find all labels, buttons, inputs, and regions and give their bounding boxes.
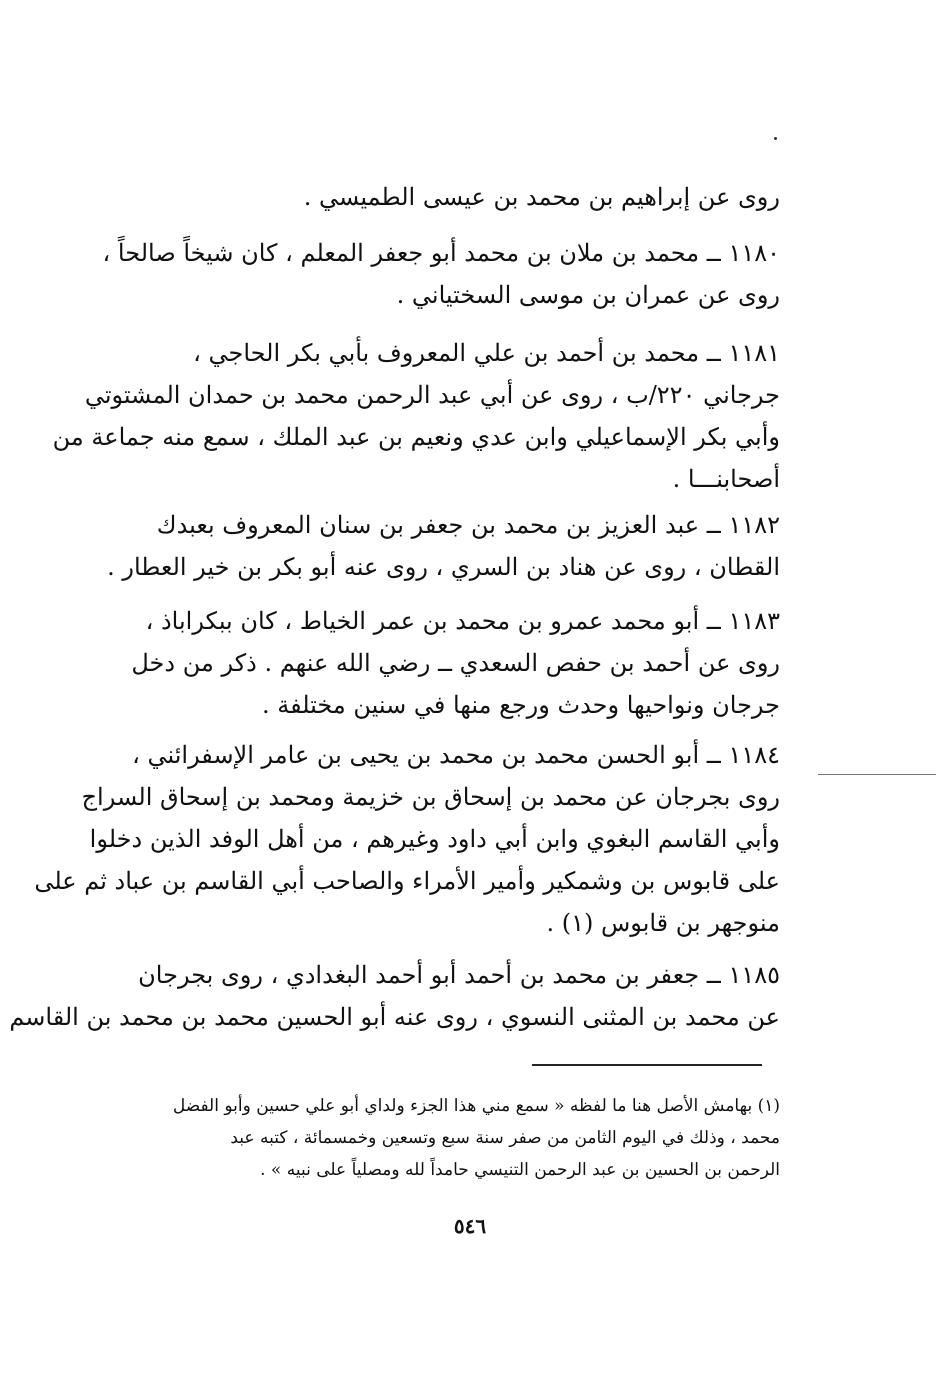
text-line: روى عن أحمد بن حفص السعدي ــ رضي الله عنهم . ذكر من دخل — [131, 649, 780, 677]
text-line: ١١٨٥ ــ جعفر بن محمد بن أحمد أبو أحمد البغدادي ، روى بجرجان — [138, 961, 780, 989]
text-line: وأبي القاسم البغوي وابن أبي داود وغيرهم ، من أهل الوفد الذين دخلوا — [89, 825, 780, 853]
page-number: ٥٤٦ — [453, 1214, 487, 1238]
text-line: أصحابنـــا . — [672, 465, 780, 493]
entry-1184 — [34, 734, 780, 944]
text-line: جرجان ونواحيها وحدث ورجع منها في سنين مختلفة . — [261, 691, 780, 719]
footnote — [128, 1090, 780, 1186]
footnote-line: محمد ، وذلك في اليوم الثامن من صفر سنة سبع وتسعين وخمسمائة ، كتبه عبد — [230, 1128, 780, 1148]
text-line: روى بجرجان عن محمد بن إسحاق بن خزيمة ومحمد بن إسحاق السراج — [81, 783, 780, 811]
footnote-divider — [532, 1064, 762, 1066]
entry-1181 — [52, 332, 780, 500]
text-line: القطان ، روى عن هناد بن السري ، روى عنه أبو بكر بن خير العطار . — [107, 553, 780, 581]
text-line: روى عن عمران بن موسى السختياني . — [396, 281, 780, 309]
text-line: منوجهر بن قابوس (١) . — [546, 909, 780, 937]
entry-1182 — [107, 504, 780, 588]
text-line: ١١٨١ ــ محمد بن أحمد بن علي المعروف بأبي بكر الحاجي ، — [193, 339, 780, 367]
footnote-line: (١) بهامش الأصل هنا ما لفظه « سمع مني هذا الجزء ولداي أبو علي حسين وأبو الفضل — [172, 1096, 780, 1116]
page-speck — [774, 137, 777, 140]
entry-1183 — [128, 600, 780, 726]
text-line: روى عن إبراهيم بن محمد بن عيسى الطميسي . — [303, 183, 780, 211]
entry-1180 — [102, 232, 780, 316]
text-line: جرجاني ٢٢٠/ب ، روى عن أبي عبد الرحمن محمد بن حمدان المشتوتي — [84, 381, 780, 409]
text-line: ١١٨٤ ــ أبو الحسن محمد بن محمد بن يحيى بن عامر الإسفرائني ، — [132, 741, 780, 769]
text-line: على قابوس بن وشمكير وأمير الأمراء والصاحب أبي القاسم بن عباد ثم على — [34, 867, 780, 895]
text-line: وأبي بكر الإسماعيلي وابن عدي ونعيم بن عبد الملك ، سمع منه جماعة من — [52, 423, 780, 451]
entry-1185 — [9, 954, 780, 1038]
footnote-line: الرحمن بن الحسين بن عبد الرحمن التنيسي حامداً لله ومصلياً على نبيه » . — [260, 1160, 780, 1180]
paragraph-continuation — [128, 176, 780, 218]
text-line: عن محمد بن المثنى النسوي ، روى عنه أبو الحسين محمد بن محمد بن القاسم — [9, 1003, 780, 1031]
margin-mark — [818, 774, 936, 775]
text-line: ١١٨٠ ــ محمد بن ملان بن محمد أبو جعفر المعلم ، كان شيخاً صالحاً ، — [102, 239, 780, 267]
text-line: ١١٨٣ ــ أبو محمد عمرو بن محمد بن عمر الخياط ، كان ببكراباذ ، — [145, 607, 780, 635]
text-line: ١١٨٢ ــ عبد العزيز بن محمد بن جعفر بن سنان المعروف بعبدك — [156, 511, 780, 539]
